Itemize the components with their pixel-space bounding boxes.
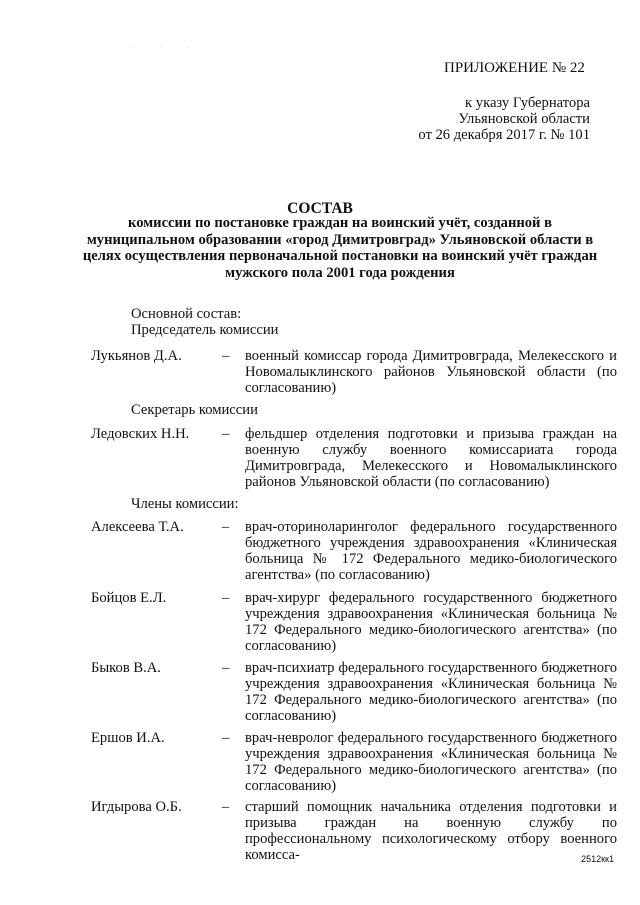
member-name: Ледовских Н.Н. [91,426,190,442]
decree-line: к указу Губернатора [465,95,590,111]
member-position: врач-хирург федерального государственного бюджетного учреждения здравоохранения «Клиническая больница № 172 Федерального медико-биологического агентства» (по согласованию) [245,590,617,654]
section-main-composition: Основной состав: [131,306,242,322]
dash-separator: – [222,799,230,815]
member-position: фельдшер отделения подготовки и призыва граждан на военную службу военного комиссариата города Димитровграда, Мелекесского и Новомалыклинского районов Ульяновской области (по согласованию) [245,426,617,490]
section-members: Члены комиссии: [131,496,239,512]
member-position: старший помощник начальника отделения подготовки и призыва граждан на военную службу по профессиональному психологическому отбору военного комисса- [245,799,617,863]
document-title: СОСТАВ [287,200,353,217]
dash-separator: – [222,426,230,442]
section-secretary: Секретарь комиссии [131,402,258,418]
member-position: врач-оториноларинголог федерального государственного бюджетного учреждения здравоохранения «Клиническая больница № 172 Федерального медико-биологического агентства» (по согласованию) [245,519,617,583]
member-position: врач-психиатр федерального государственного бюджетного учреждения здравоохранения «Клиническая больница № 172 Федерального медико-биологического агентства» (по согласованию) [245,660,617,724]
member-name: Алексеева Т.А. [91,519,184,535]
dash-separator: – [222,590,230,606]
member-name: Ершов И.А. [91,730,165,746]
member-name: Бойцов Е.Л. [91,590,167,606]
member-name: Игдырова О.Б. [91,799,182,815]
appendix-label: ПРИЛОЖЕНИЕ № 22 [444,60,585,76]
member-name: Быков В.А. [91,660,161,676]
scan-specks: · · · [132,45,201,51]
section-chairman: Председатель комиссии [131,322,279,338]
decree-line: от 26 декабря 2017 г. № 101 [418,127,590,143]
decree-reference [418,95,590,143]
decree-line: Ульяновской области [458,111,590,127]
member-position: врач-невролог федерального государственного бюджетного учреждения здравоохранения «Клиническая больница № 172 Федерального медико-биологического агентства» (по согласованию) [245,730,617,794]
member-name: Лукьянов Д.А. [91,348,182,364]
dash-separator: – [222,730,230,746]
dash-separator: – [222,660,230,676]
document-subtitle: комиссии по постановке граждан на воинский учёт, созданной в муниципальном образовании «город Димитровград» Ульяновской области в целях осуществления первоначальной постановки на воинский учёт граждан мужского пола 2001 года рождения [82,215,598,281]
dash-separator: – [222,519,230,535]
member-position: военный комиссар города Димитровграда, Мелекесского и Новомалыклинского районов Ульяновской области (по согласованию) [245,348,617,396]
page-code: 2512кк1 [581,854,614,864]
dash-separator: – [222,348,230,364]
